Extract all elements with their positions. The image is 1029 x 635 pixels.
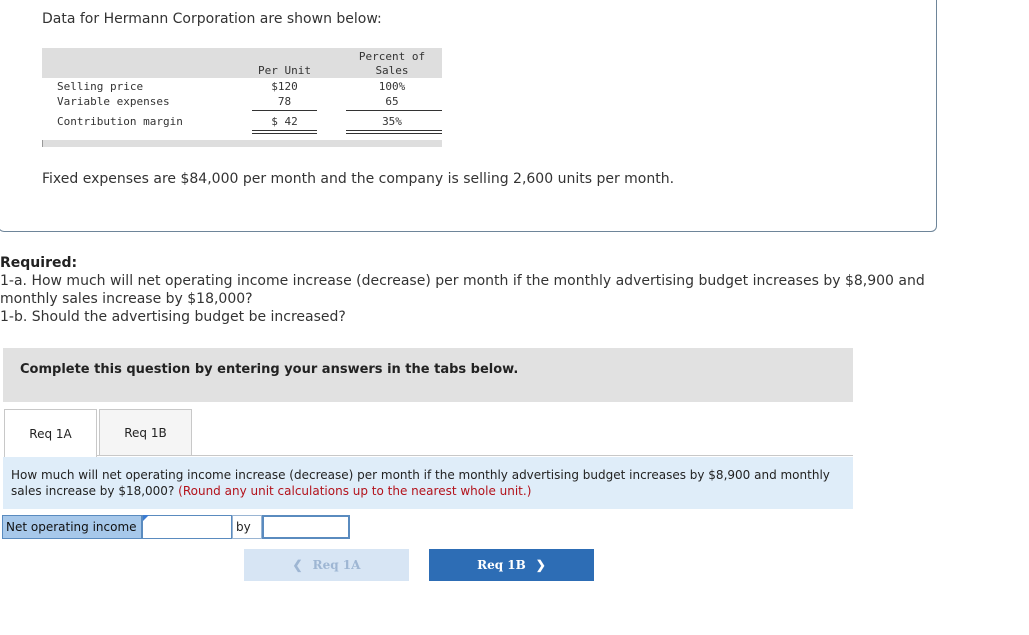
intro-text: Data for Hermann Corporation are shown below: [42, 11, 382, 27]
income-table [42, 48, 442, 148]
question-1b: 1-b. Should the advertising budget be increased? [0, 309, 346, 325]
underline [252, 110, 317, 111]
double-underline [252, 133, 317, 134]
table-row [42, 115, 442, 131]
row-per-unit: $120 [271, 80, 298, 93]
double-underline [346, 133, 442, 134]
double-underline [346, 130, 442, 131]
row-label: Selling price [57, 80, 144, 93]
col-percent-line2: Sales [375, 64, 409, 77]
prev-tab-button[interactable] [244, 549, 409, 581]
tab-divider [97, 455, 853, 456]
question-text: How much will net operating income increase (decrease) per month if the monthly advertising budget increases by $8,900 and monthly sales increase by $18,000? [11, 468, 830, 498]
row-per-unit: 78 [277, 95, 292, 108]
banner-text: Complete this question by entering your answers in the tabs below. [20, 362, 519, 377]
row-percent: 35% [382, 115, 402, 128]
tab-req-1b[interactable]: Req 1B [99, 409, 192, 456]
net-operating-income-label: Net operating income [2, 515, 142, 539]
next-tab-button[interactable] [429, 549, 594, 581]
change-type-select[interactable] [142, 515, 232, 539]
prev-label: Req 1A [312, 558, 361, 572]
dropdown-marker-icon [143, 515, 149, 521]
question-1a: 1-a. How much will net operating income increase (decrease) per month if the monthly advertising budget increases by $8,900 and monthly sales increase by $18,000? [0, 273, 925, 307]
table-header [42, 48, 442, 78]
next-label: Req 1B [477, 558, 526, 572]
chevron-left-icon: ❮ [292, 558, 303, 572]
double-underline [252, 130, 317, 131]
underline [346, 110, 442, 111]
required-section [0, 254, 930, 326]
row-percent: 65 [385, 95, 399, 108]
row-label: Variable expenses [57, 95, 170, 108]
row-percent: 100% [378, 80, 406, 93]
by-label: by [232, 515, 262, 539]
table-row [42, 80, 442, 96]
tab-req-1a[interactable]: Req 1A [4, 409, 97, 457]
row-label: Contribution margin [57, 115, 183, 128]
question-hint: (Round any unit calculations up to the nearest whole unit.) [178, 484, 532, 498]
table-row [42, 95, 442, 111]
row-per-unit: $ 42 [271, 115, 298, 128]
amount-input[interactable] [262, 515, 350, 539]
table-footer-bar [42, 140, 442, 147]
instruction-banner [3, 348, 853, 402]
fixed-expenses-text: Fixed expenses are $84,000 per month and the company is selling 2,600 units per month. [42, 171, 675, 187]
col-per-unit: Per Unit [258, 64, 311, 77]
question-panel [3, 457, 853, 509]
col-percent-line1: Percent of [358, 50, 426, 63]
required-heading: Required: [0, 255, 78, 271]
chevron-right-icon: ❯ [535, 558, 546, 572]
